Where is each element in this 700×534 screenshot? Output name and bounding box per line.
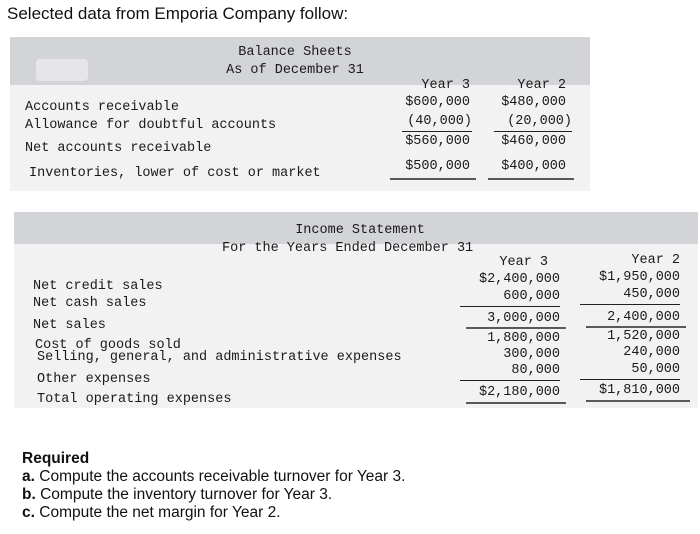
bs-row-y3: $500,000 — [405, 159, 470, 174]
is-col-year3: Year 3 — [499, 255, 548, 270]
required-section — [22, 450, 405, 522]
is-row-label: Other expenses — [37, 372, 151, 387]
is-row-y2: 50,000 — [580, 362, 680, 380]
is-row-y2: $1,950,000 — [598, 270, 680, 285]
is-row-label: Total operating expenses — [37, 392, 232, 407]
is-row-y3: 600,000 — [460, 289, 560, 307]
required-item-letter: c. — [22, 504, 35, 521]
is-net-sales-rule — [466, 327, 566, 329]
is-row-label: Cost of goods sold — [35, 338, 181, 353]
is-row-y2: 1,520,000 — [607, 329, 680, 344]
required-item — [22, 486, 405, 504]
required-item-text: Compute the net margin for Year 2. — [39, 504, 281, 521]
bs-row-y3: (40,000) — [402, 114, 472, 132]
bs-col-year3: Year 3 — [421, 78, 470, 93]
bs-row-y2: (20,000) — [494, 114, 572, 132]
is-row-label: Net sales — [33, 318, 106, 333]
is-row-y3: 3,000,000 — [487, 311, 560, 326]
bs-row-y3: $600,000 — [405, 95, 470, 110]
is-total-rule — [466, 402, 566, 404]
required-item — [22, 504, 405, 522]
is-row-y3: 80,000 — [460, 363, 560, 381]
required-item-text: Compute the accounts receivable turnover for Year 3. — [39, 468, 406, 485]
income-statement-title: Income Statement — [295, 223, 425, 238]
bs-row-y2: $480,000 — [501, 95, 566, 110]
bs-total-rule — [390, 178, 476, 180]
bs-total-rule — [488, 178, 574, 180]
is-row-y2: 240,000 — [623, 345, 680, 360]
is-net-sales-rule — [586, 326, 686, 328]
is-row-label: Net credit sales — [33, 279, 163, 294]
is-total-rule — [586, 400, 690, 402]
bs-row-label: Net accounts receivable — [25, 141, 212, 156]
blurred-region — [36, 59, 88, 81]
required-item-letter: a. — [22, 468, 35, 485]
is-row-y2: 450,000 — [580, 287, 680, 305]
is-col-year2: Year 2 — [631, 253, 680, 268]
bs-row-label: Inventories, lower of cost or market — [29, 166, 321, 181]
required-item — [22, 468, 405, 486]
is-row-y3: $2,400,000 — [478, 272, 560, 287]
is-row-y3: 300,000 — [503, 347, 560, 362]
balance-sheet-title: Balance Sheets — [238, 45, 352, 60]
is-row-y2: $1,810,000 — [598, 383, 680, 398]
required-title: Required — [22, 450, 90, 467]
balance-sheet-subtitle: As of December 31 — [226, 63, 364, 78]
intro-text: Selected data from Emporia Company follow: — [7, 4, 349, 23]
required-item-text: Compute the inventory turnover for Year 3. — [40, 486, 333, 503]
income-statement-subtitle: For the Years Ended December 31 — [222, 241, 474, 256]
bs-row-label: Accounts receivable — [25, 100, 179, 115]
bs-row-y2: $400,000 — [501, 159, 566, 174]
bs-col-year2: Year 2 — [517, 78, 566, 93]
is-row-y3: 1,800,000 — [487, 331, 560, 346]
is-row-y3: $2,180,000 — [478, 385, 560, 400]
bs-row-y2: $460,000 — [501, 134, 566, 149]
required-item-letter: b. — [22, 486, 36, 503]
bs-row-y3: $560,000 — [405, 134, 470, 149]
is-row-label: Selling, general, and administrative expenses — [37, 350, 402, 365]
bs-row-label: Allowance for doubtful accounts — [25, 118, 277, 133]
is-row-y2: 2,400,000 — [607, 310, 680, 325]
is-row-label: Net cash sales — [33, 296, 147, 311]
